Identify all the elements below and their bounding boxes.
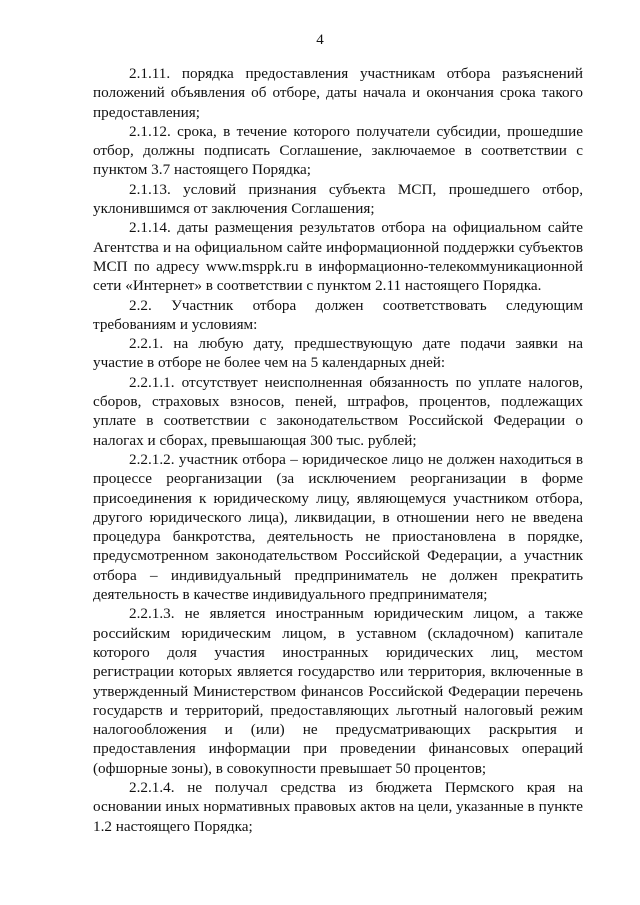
paragraph-2-2-1-2: 2.2.1.2. участник отбора – юридическое лицо не должен находиться в процессе реорганизации (за исключением реорганизации в форме присоединения к юридическому лицу, являющемуся участником отбора, другого юридического лица), ликвидации, в отношении него не введена процедура банкротства, деятельность не приостановлена в порядке, предусмотренном законодательством Российской Федерации, а участник отбора – индивидуальный предприниматель не должен прекратить деятельность в качестве индивидуального предпринимателя;: [93, 450, 583, 604]
paragraph-2-2-1-4: 2.2.1.4. не получал средства из бюджета Пермского края на основании иных нормативных правовых актов на цели, указанные в пункте 1.2 настоящего Порядка;: [93, 778, 583, 835]
paragraph-2-1-14: 2.1.14. даты размещения результатов отбора на официальном сайте Агентства и на официальном сайте информационной поддержки субъектов МСП по адресу www.msppk.ru в информационно-телекоммуникационной сети «Интернет» в соответствии с пунктом 2.11 настоящего Порядка.: [93, 219, 583, 295]
page-number: 4: [316, 32, 324, 48]
paragraph-2-1-11: 2.1.11. порядка предоставления участникам отбора разъяснений положений объявления об отборе, даты начала и окончания срока такого предоставления;: [93, 65, 583, 121]
paragraph-2-2-1-3: 2.2.1.3. не является иностранным юридическим лицом, а также российским юридическим лицом, в уставном (складочном) капитале которого доля участия иностранных юридических лиц, местом регистрации которых является государство или территория, включенные в утвержденный Министерством финансов Российской Федерации перечень государств и территорий, предоставляющих льготный налоговый режим налогообложения и (или) не предусматривающих раскрытия и предоставления информации при проведении финансовых операций (офшорные зоны), в совокупности превышает 50 процентов;: [93, 605, 583, 777]
paragraph-2-2-1: 2.2.1. на любую дату, предшествующую дате подачи заявки на участие в отборе не более чем на 5 календарных дней:: [93, 335, 583, 372]
paragraph-2-1-13: 2.1.13. условий признания субъекта МСП, прошедшего отбор, уклонившимся от заключения Соглашения;: [93, 180, 583, 218]
paragraph-2-1-12: 2.1.12. срока, в течение которого получатели субсидии, прошедшие отбор, должны подписать Соглашение, заключаемое в соответствии с пунктом 3.7 настоящего Порядка;: [93, 122, 583, 179]
paragraph-2-2-1-1: 2.2.1.1. отсутствует неисполненная обязанность по уплате налогов, сборов, страховых взносов, пеней, штрафов, процентов, подлежащих уплате в соответствии с законодательством Российской Федерации о налогах и сборах, превышающая 300 тыс. рублей;: [93, 373, 583, 449]
document-body: [93, 64, 583, 836]
paragraph-2-2: 2.2. Участник отбора должен соответствовать следующим требованиям и условиям:: [93, 296, 583, 333]
